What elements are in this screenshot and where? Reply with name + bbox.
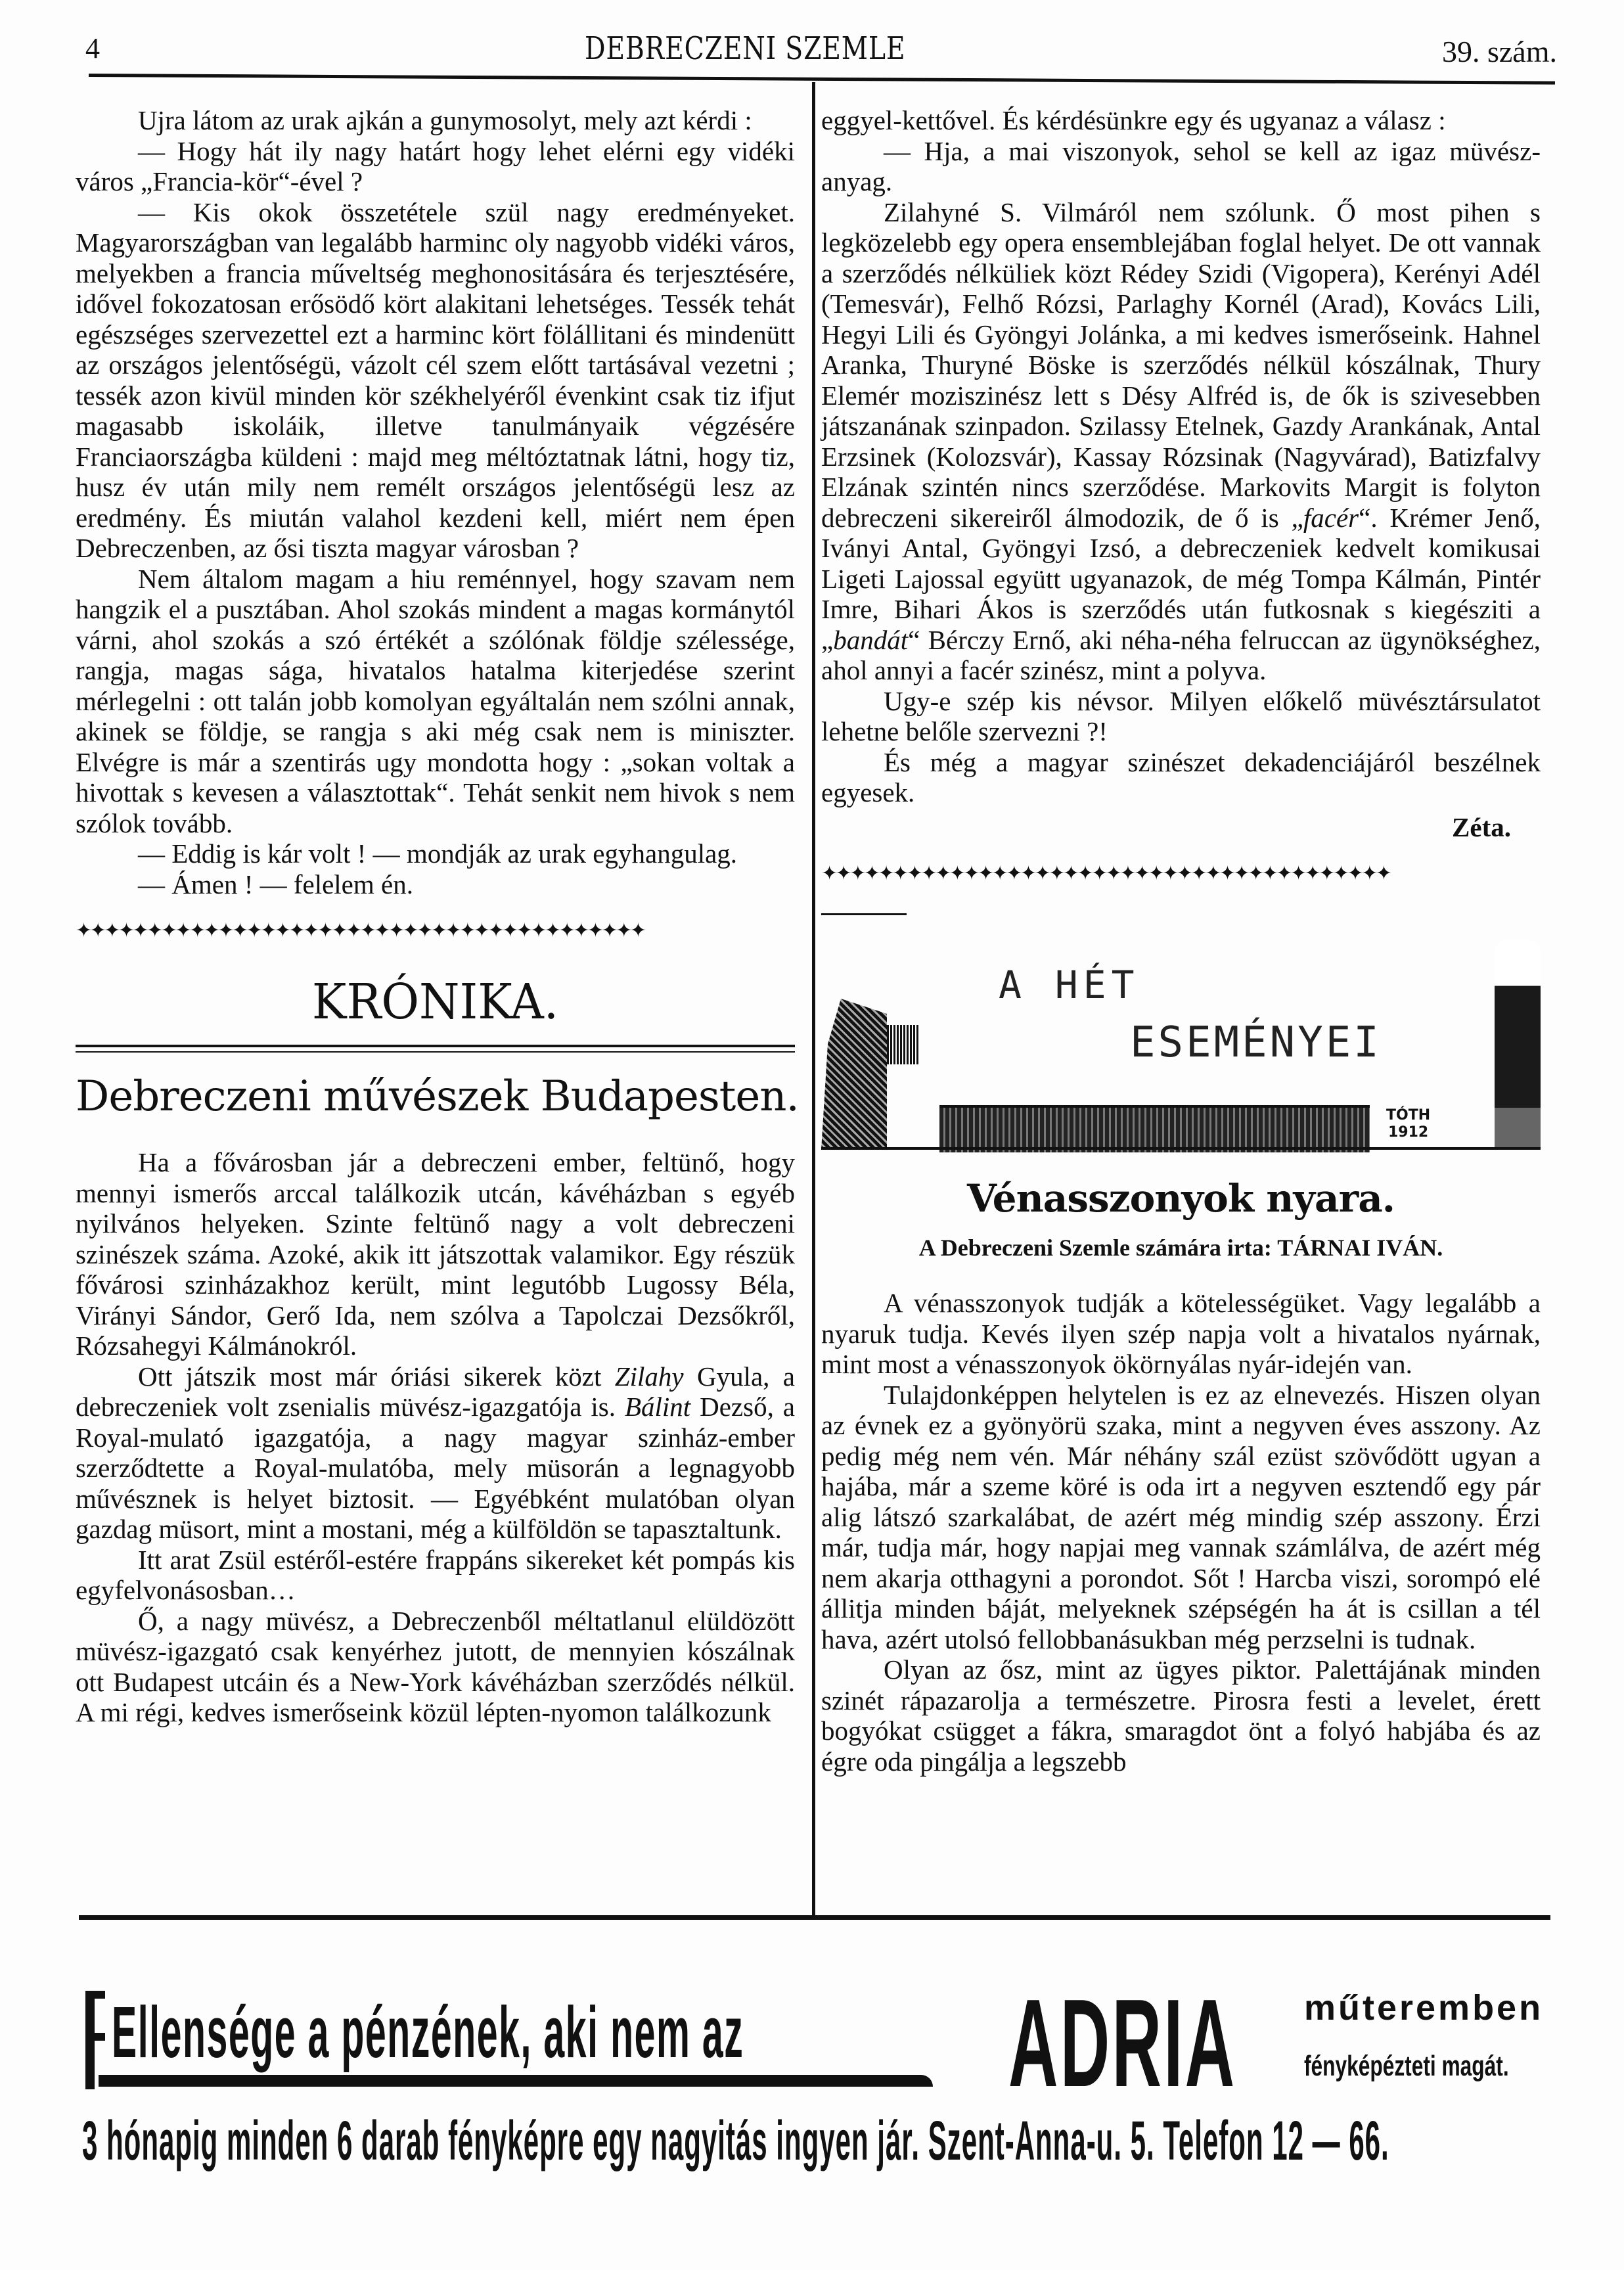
paragraph: Ő, a nagy müvész, a Debreczenből méltatlanul elüldözött müvész-igazgató csak kenyérhez jutott, de mennyien kószálnak ott Budapest utcáin és a New-York kávéházban szerződés nélkül. A mi régi, kedves ismerőseink közül lépten-nyomon találkozunk xyxy=(76,1605,795,1727)
ad-side-line1: műteremben xyxy=(1304,1988,1544,2028)
paragraph: — Eddig is kár volt ! — mondják az urak egyhangulag. xyxy=(138,838,738,869)
left-column xyxy=(76,105,799,1728)
ad-footer: 3 hónapig minden 6 darab fényképre egy nagyitás ingyen jár. Szent-Anna-u. 5. Telefon 12 — 66. xyxy=(82,2110,1389,2171)
article-byline: A Debreczeni Szemle számára irta: TÁRNAI IVÁN. xyxy=(918,1235,1443,1261)
ornament-divider: ✦✦✦✦✦✦✦✦✦✦✦✦✦✦✦✦✦✦✦✦✦✦✦✦✦✦✦✦✦✦✦✦✦✦✦✦✦✦✦✦ xyxy=(821,862,1390,885)
right-column xyxy=(821,105,1541,1777)
section-title: KRÓNIKA. xyxy=(311,974,559,1030)
paragraph: — Ámen ! — felelem én. xyxy=(138,869,413,899)
masthead-title: DEBRECZENI SZEMLE xyxy=(585,30,906,67)
paragraph: Ha a fővárosban jár a debreczeni ember, feltünő, hogy mennyi ismerős arccal találkozik utcán, kávéházban s egyéb nyilvános helyeken. Szinte feltünő nagy a volt debreczeni szinészek száma. Azoké, akik itt játszottak valamikor. Egy részük fővárosi szinházakhoz került, mint legutóbb Lugossy Béla, Virányi Sándor, Gerő Ida, nem szólva a Tapolczai Dezsőkről, Rózsahegyi Kálmánokról. xyxy=(76,1147,795,1361)
man-with-binoculars-icon xyxy=(1495,940,1541,1150)
page-header xyxy=(85,26,1557,72)
paragraph: Ott játszik most már óriási sikerek közt Zilahy Gyula, a debreczeniek volt zsenialis müvész-igazgatója is. Bálint Dezső, a Royal-mulató igazgatója, a nagy magyar szinház-ember szerződtette a Royal-mulatóba, mely müsorán a legnagyobb művésznek is helyet biztosit. — Egyébként mulatóban olyan gazdag müsort, mint a mostani, még a külföldön se tapasztaltunk. xyxy=(76,1361,796,1544)
figure-title-line2: ESEMÉNYEI xyxy=(1130,1018,1382,1067)
ad-headline: Ellensége a pénzének, aki nem az xyxy=(112,1992,744,2073)
author-signature: Zéta. xyxy=(1452,811,1511,842)
paragraph: Zilahyné S. Vilmáról nem szólunk. Ő most pihen s legközelebb egy opera ensemblejában foglal helyet. De ott vannak a szerződés nélküliek közt Rédey Szidi (Vigopera), Kerényi Adél (Temesvár), Felhő Rózsi, Parlaghy Kornél (Arad), Kovács Lili, Hegyi Lili és Gyöngyi Jolánka, a mi kedves ismerőseink. Hahnel Aranka, Thuryné Böske is szerződés nélkül kószálnak, Thury Elemér moziszinész lett s Désy Alfréd is, de ők is szivesebben játszanának szinpadon. Szilassy Etelnek, Gazdy Arankának, Antal Erzsinek (Kolozsvár), Kassay Rózsinak (Nagyvárad), Batizfalvy Elzának szintén nincs szerződése. Markovits Margit is folyton debreczeni sikereiről álmodozik, de ő is „facér“. Krémer Jenő, Iványi Antal, Gyöngyi Izsó, a debreczeniek kedvelt komikusai Ligeti Lajossal együtt ugyanazok, de még Tompa Kálmán, Pintér Imre, Bihari Ákos is szerződés után futkosnak s kiegésziti a „bandát“ Bérczy Ernő, aki néha-néha felruccan az ügynökséghez, ahol annyi a facér szinész, mint a polyva. xyxy=(821,196,1541,685)
ad-side-line2: fényképézteti magát. xyxy=(1304,2050,1509,2082)
article-title: Debreczeni művészek Budapesten. xyxy=(76,1072,799,1121)
artist-signature: TÓTH 1912 xyxy=(1386,1107,1431,1141)
paragraph: Ujra látom az urak ajkán a gunymosolyt, mely azt kérdi : xyxy=(138,105,752,135)
ornament-divider: ✦✦✦✦✦✦✦✦✦✦✦✦✦✦✦✦✦✦✦✦✦✦✦✦✦✦✦✦✦✦✦✦✦✦✦✦✦✦✦✦ xyxy=(76,919,644,942)
camera-lens-icon xyxy=(887,1025,920,1064)
paragraph: A vénasszonyok tudják a kötelességüket. Vagy legalább a nyaruk tudja. Kevés ilyen szép napja volt a hivatalos nyárnak, mint most a vénasszonyok ökörnyálas nyár-idején van. xyxy=(821,1288,1541,1379)
figure-title-line1: A HÉT xyxy=(999,963,1140,1007)
header-rule xyxy=(89,74,1555,85)
ad-initial-e-icon xyxy=(85,1991,95,2089)
small-rule xyxy=(821,913,907,915)
paragraph: És még a magyar szinészet dekadenciájáról beszélnek egyesek. xyxy=(821,746,1541,807)
paragraph: Ugy-e szép kis névsor. Milyen előkelő müvésztársulatot lehetne belőle szervezni ?! xyxy=(821,685,1541,746)
camera-illustration-icon xyxy=(821,999,887,1150)
paragraph: — Hogy hát ily nagy határt hogy lehet elérni egy vidéki város „Francia-kör“-ével ? xyxy=(76,135,795,196)
bottom-rule xyxy=(79,1915,1550,1920)
page-number: 4 xyxy=(85,32,100,64)
paragraph: eggyel-kettővel. És kérdésünkre egy és ugyanaz a válasz : xyxy=(821,105,1446,135)
illustration-a-het-esemenyei xyxy=(821,913,1541,1150)
paragraph: — Hja, a mai viszonyok, sehol se kell az igaz müvész-anyag. xyxy=(821,135,1541,196)
column-divider xyxy=(812,82,815,1915)
article-title: Vénasszonyok nyara. xyxy=(967,1176,1395,1221)
paragraph: Tulajdonképpen helytelen is ez az elnevezés. Hiszen olyan az évnek ez a gyönyörü szaka, mint a negyven éves asszony. Az pedig még nem vén. Már néhány szál ezüst szövődött ugyan a hajába, már a szeme köré is oda irt a negyven esztendő egy pár alig látszó szarkalábat, de azért még mindig szép asszony. Érzi már, tudja már, hogy napjai meg vannak számlálva, de azért még nem akarja otthagyni a porondot. Sőt ! Harcba viszi, sorompó elé állitja minden báját, melyeknek szépségén ha át is csillan a tél hava, azért utolsó fellobbanásukban még perzselni is tudnak. xyxy=(821,1379,1541,1654)
paragraph: — Kis okok összetétele szül nagy eredményeket. Magyarországban van legalább harminc oly nagyobb vidéki város, melyekben a francia műveltség meghonositására és terjesztésére, idővel fokozatosan erősödő kört alakitani lehetséges. Tessék tehát egészséges szervezettel ezt a harminc kört fölállitani és mindenütt az országos jelentőségü, vázolt cél szem előtt tartásával vezetni ; tessék azon kivül minden kör székhelyéről évenkint csak tiz ifjut magasabb iskoláik, illetve tanulmányaik végzésére Franciaországba küldeni : majd meg méltóztatnak látni, hogy tiz, husz év után mily nem remélt országos jelentőségü lesz az eredmény. És miután valahol kezdeni kell, miért nem épen Debreczenben, az ősi tiszta magyar városban ? xyxy=(76,196,795,563)
ad-underline-swoosh xyxy=(99,2075,933,2087)
ad-brand: ADRIA xyxy=(1008,1974,1237,2113)
paragraph: Itt arat Zsül estéről-estére frappáns sikereket két pompás kis egyfelvonásosban… xyxy=(76,1544,795,1605)
double-rule xyxy=(76,1045,795,1053)
issue-number: 39. szám. xyxy=(1441,35,1557,68)
advertisement xyxy=(85,1974,1557,2113)
table-illustration-icon xyxy=(939,1105,1370,1152)
paragraph: Olyan az ősz, mint az ügyes piktor. Palettájának minden szinét rápazarolja a természetre. Pirosra festi a levelet, érett bogyókat csügget a fákra, smaragdot önt a folyó habjába és az égre oda pingálja a legszebb xyxy=(821,1654,1541,1777)
figure-baseline xyxy=(821,1147,1541,1150)
paragraph: Nem általom magam a hiu reménnyel, hogy szavam nem hangzik el a pusztában. Ahol szokás mindent a magas kormánytól várni, ahol szokás a szó értékét a szólónak földje szélessége, rangja, magas sága, hivatalos hatalma kiterjedése szerint mérlegelni : ott talán jobb komolyan egyáltalán nem szólni annak, akinek se földje, se rangja s aki még csak nem is miniszter. Elvégre is már a szentirás ugy mondotta hogy : „sokan voltak a hivottak s kevesen a választottak“. Tehát senkit nem hivok s nem szólok tovább. xyxy=(76,563,795,838)
